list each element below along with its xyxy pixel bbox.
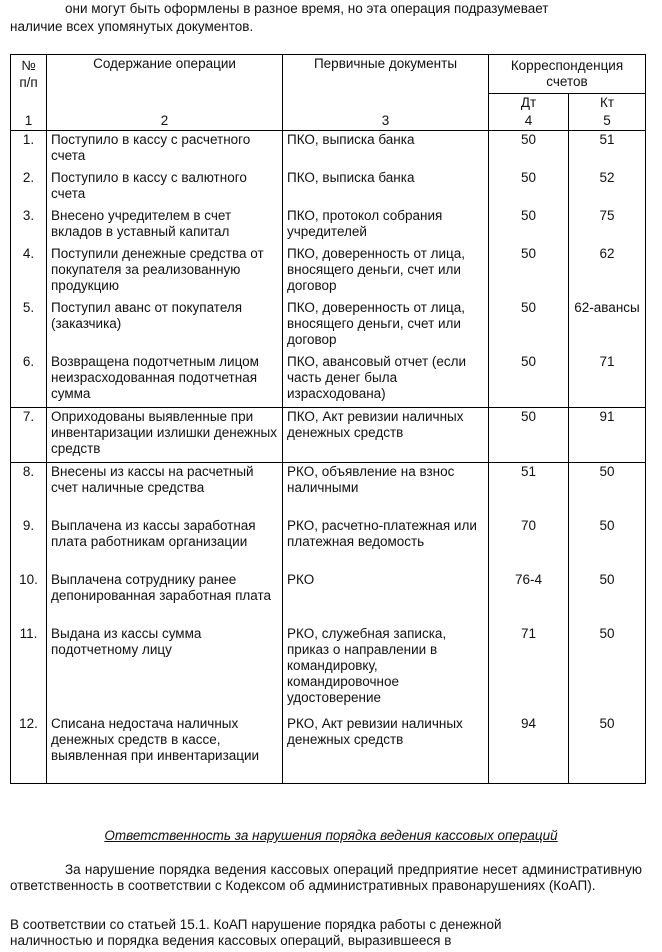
operation-text: Выдана из кассы сумма подотчетному лицу [47, 625, 283, 715]
credit-account: 50 [569, 715, 646, 784]
credit-account: 62-авансы [569, 299, 646, 353]
table-row [11, 517, 646, 571]
credit-account: 51 [569, 131, 646, 170]
header-num-text: № п/п [19, 58, 38, 90]
documents-text: ПКО, авансовый отчет (если часть денег была израсходована) [283, 353, 489, 408]
operation-text: Поступил аванс от покупателя (заказчика) [47, 299, 283, 353]
debit-account: 50 [489, 299, 569, 353]
row-number: 6. [11, 353, 47, 408]
operation-text: Списана недостача наличных денежных средств в кассе, выявленная при инвентаризации [47, 715, 283, 784]
header-content: Содержание операции [47, 55, 283, 113]
operation-text: Возвращена подотчетным лицом неизрасходованная подотчетная сумма [47, 353, 283, 408]
cash-operations-table [10, 54, 646, 784]
column-number: 5 [569, 112, 646, 131]
paragraph-line: наличностью и порядка ведения кассовых операций, выразившееся в [10, 933, 452, 948]
paragraph-line: В соответствии со статьей 15.1. КоАП нарушение порядка работы с денежной [10, 917, 502, 932]
row-number: 5. [11, 299, 47, 353]
debit-account: 50 [489, 353, 569, 408]
debit-account: 50 [489, 245, 569, 299]
debit-account: 70 [489, 517, 569, 571]
documents-text: РКО, объявление на взнос наличными [283, 463, 489, 518]
operation-text: Выплачена сотруднику ранее депонированная заработная плата [47, 571, 283, 625]
operation-text: Внесено учредителем в счет вкладов в уставный капитал [47, 207, 283, 245]
row-number: 1. [11, 131, 47, 170]
credit-account: 62 [569, 245, 646, 299]
debit-account: 51 [489, 463, 569, 518]
header-correspondence: Корреспонденция счетов [489, 55, 646, 94]
intro-line: они могут быть оформлены в разное время, но эта операция подразумевает [65, 1, 549, 16]
documents-text: ПКО, Акт ревизии наличных денежных средств [283, 408, 489, 463]
paragraph-text: За нарушение порядка ведения кассовых операций предприятие несет административную ответственность в соответствии с Кодексом об административных правонарушениях (КоАП). [10, 862, 642, 893]
debit-account: 50 [489, 207, 569, 245]
documents-text: ПКО, выписка банка [283, 131, 489, 170]
row-number: 10. [11, 571, 47, 625]
documents-text: ПКО, выписка банка [283, 169, 489, 207]
table-row [11, 715, 646, 784]
documents-text: РКО [283, 571, 489, 625]
row-number: 7. [11, 408, 47, 463]
column-number: 4 [489, 112, 569, 131]
table-row [11, 353, 646, 408]
operation-text: Поступили денежные средства от покупателя за реализованную продукцию [47, 245, 283, 299]
documents-text: ПКО, доверенность от лица, вносящего деньги, счет или договор [283, 245, 489, 299]
header-dt: Дт [489, 94, 569, 113]
header-kt: Кт [569, 94, 646, 113]
table-row [11, 299, 646, 353]
credit-account: 50 [569, 463, 646, 518]
documents-text: ПКО, протокол собрания учредителей [283, 207, 489, 245]
header-num [11, 55, 47, 113]
table-row [11, 245, 646, 299]
operation-text: Поступило в кассу с расчетного счета [47, 131, 283, 170]
credit-account: 71 [569, 353, 646, 408]
column-number: 1 [11, 112, 47, 131]
table-row [11, 625, 646, 715]
credit-account: 91 [569, 408, 646, 463]
documents-text: РКО, Акт ревизии наличных денежных средств [283, 715, 489, 784]
credit-account: 50 [569, 571, 646, 625]
debit-account: 50 [489, 408, 569, 463]
debit-account: 94 [489, 715, 569, 784]
header-docs: Первичные документы [283, 55, 489, 113]
table-row [11, 169, 646, 207]
debit-account: 50 [489, 131, 569, 170]
debit-account: 50 [489, 169, 569, 207]
documents-text: РКО, служебная записка, приказ о направлении в командировку, командировочное удостоверение [283, 625, 489, 715]
row-number: 9. [11, 517, 47, 571]
row-number: 2. [11, 169, 47, 207]
table-row [11, 571, 646, 625]
column-number: 2 [47, 112, 283, 131]
operation-text: Выплачена из кассы заработная плата работникам организации [47, 517, 283, 571]
credit-account: 75 [569, 207, 646, 245]
column-number: 3 [283, 112, 489, 131]
table-row [11, 463, 646, 518]
intro-text [10, 0, 650, 36]
documents-text: ПКО, доверенность от лица, вносящего деньги, счет или договор [283, 299, 489, 353]
table-row [11, 131, 646, 170]
section-title: Ответственность за нарушения порядка ведения кассовых операций [104, 828, 558, 843]
documents-text: РКО, расчетно-платежная или платежная ведомость [283, 517, 489, 571]
row-number: 3. [11, 207, 47, 245]
table-row [11, 207, 646, 245]
debit-account: 76-4 [489, 571, 569, 625]
operation-text: Оприходованы выявленные при инвентаризации излишки денежных средств [47, 408, 283, 463]
credit-account: 50 [569, 625, 646, 715]
operation-text: Поступило в кассу с валютного счета [47, 169, 283, 207]
credit-account: 50 [569, 517, 646, 571]
intro-line: наличие всех упомянутых документов. [10, 19, 254, 34]
row-number: 8. [11, 463, 47, 518]
row-number: 11. [11, 625, 47, 715]
operation-text: Внесены из кассы на расчетный счет наличные средства [47, 463, 283, 518]
row-number: 12. [11, 715, 47, 784]
table-row [11, 408, 646, 463]
paragraph-liability [10, 862, 642, 894]
paragraph-article [10, 917, 642, 949]
credit-account: 52 [569, 169, 646, 207]
debit-account: 71 [489, 625, 569, 715]
row-number: 4. [11, 245, 47, 299]
